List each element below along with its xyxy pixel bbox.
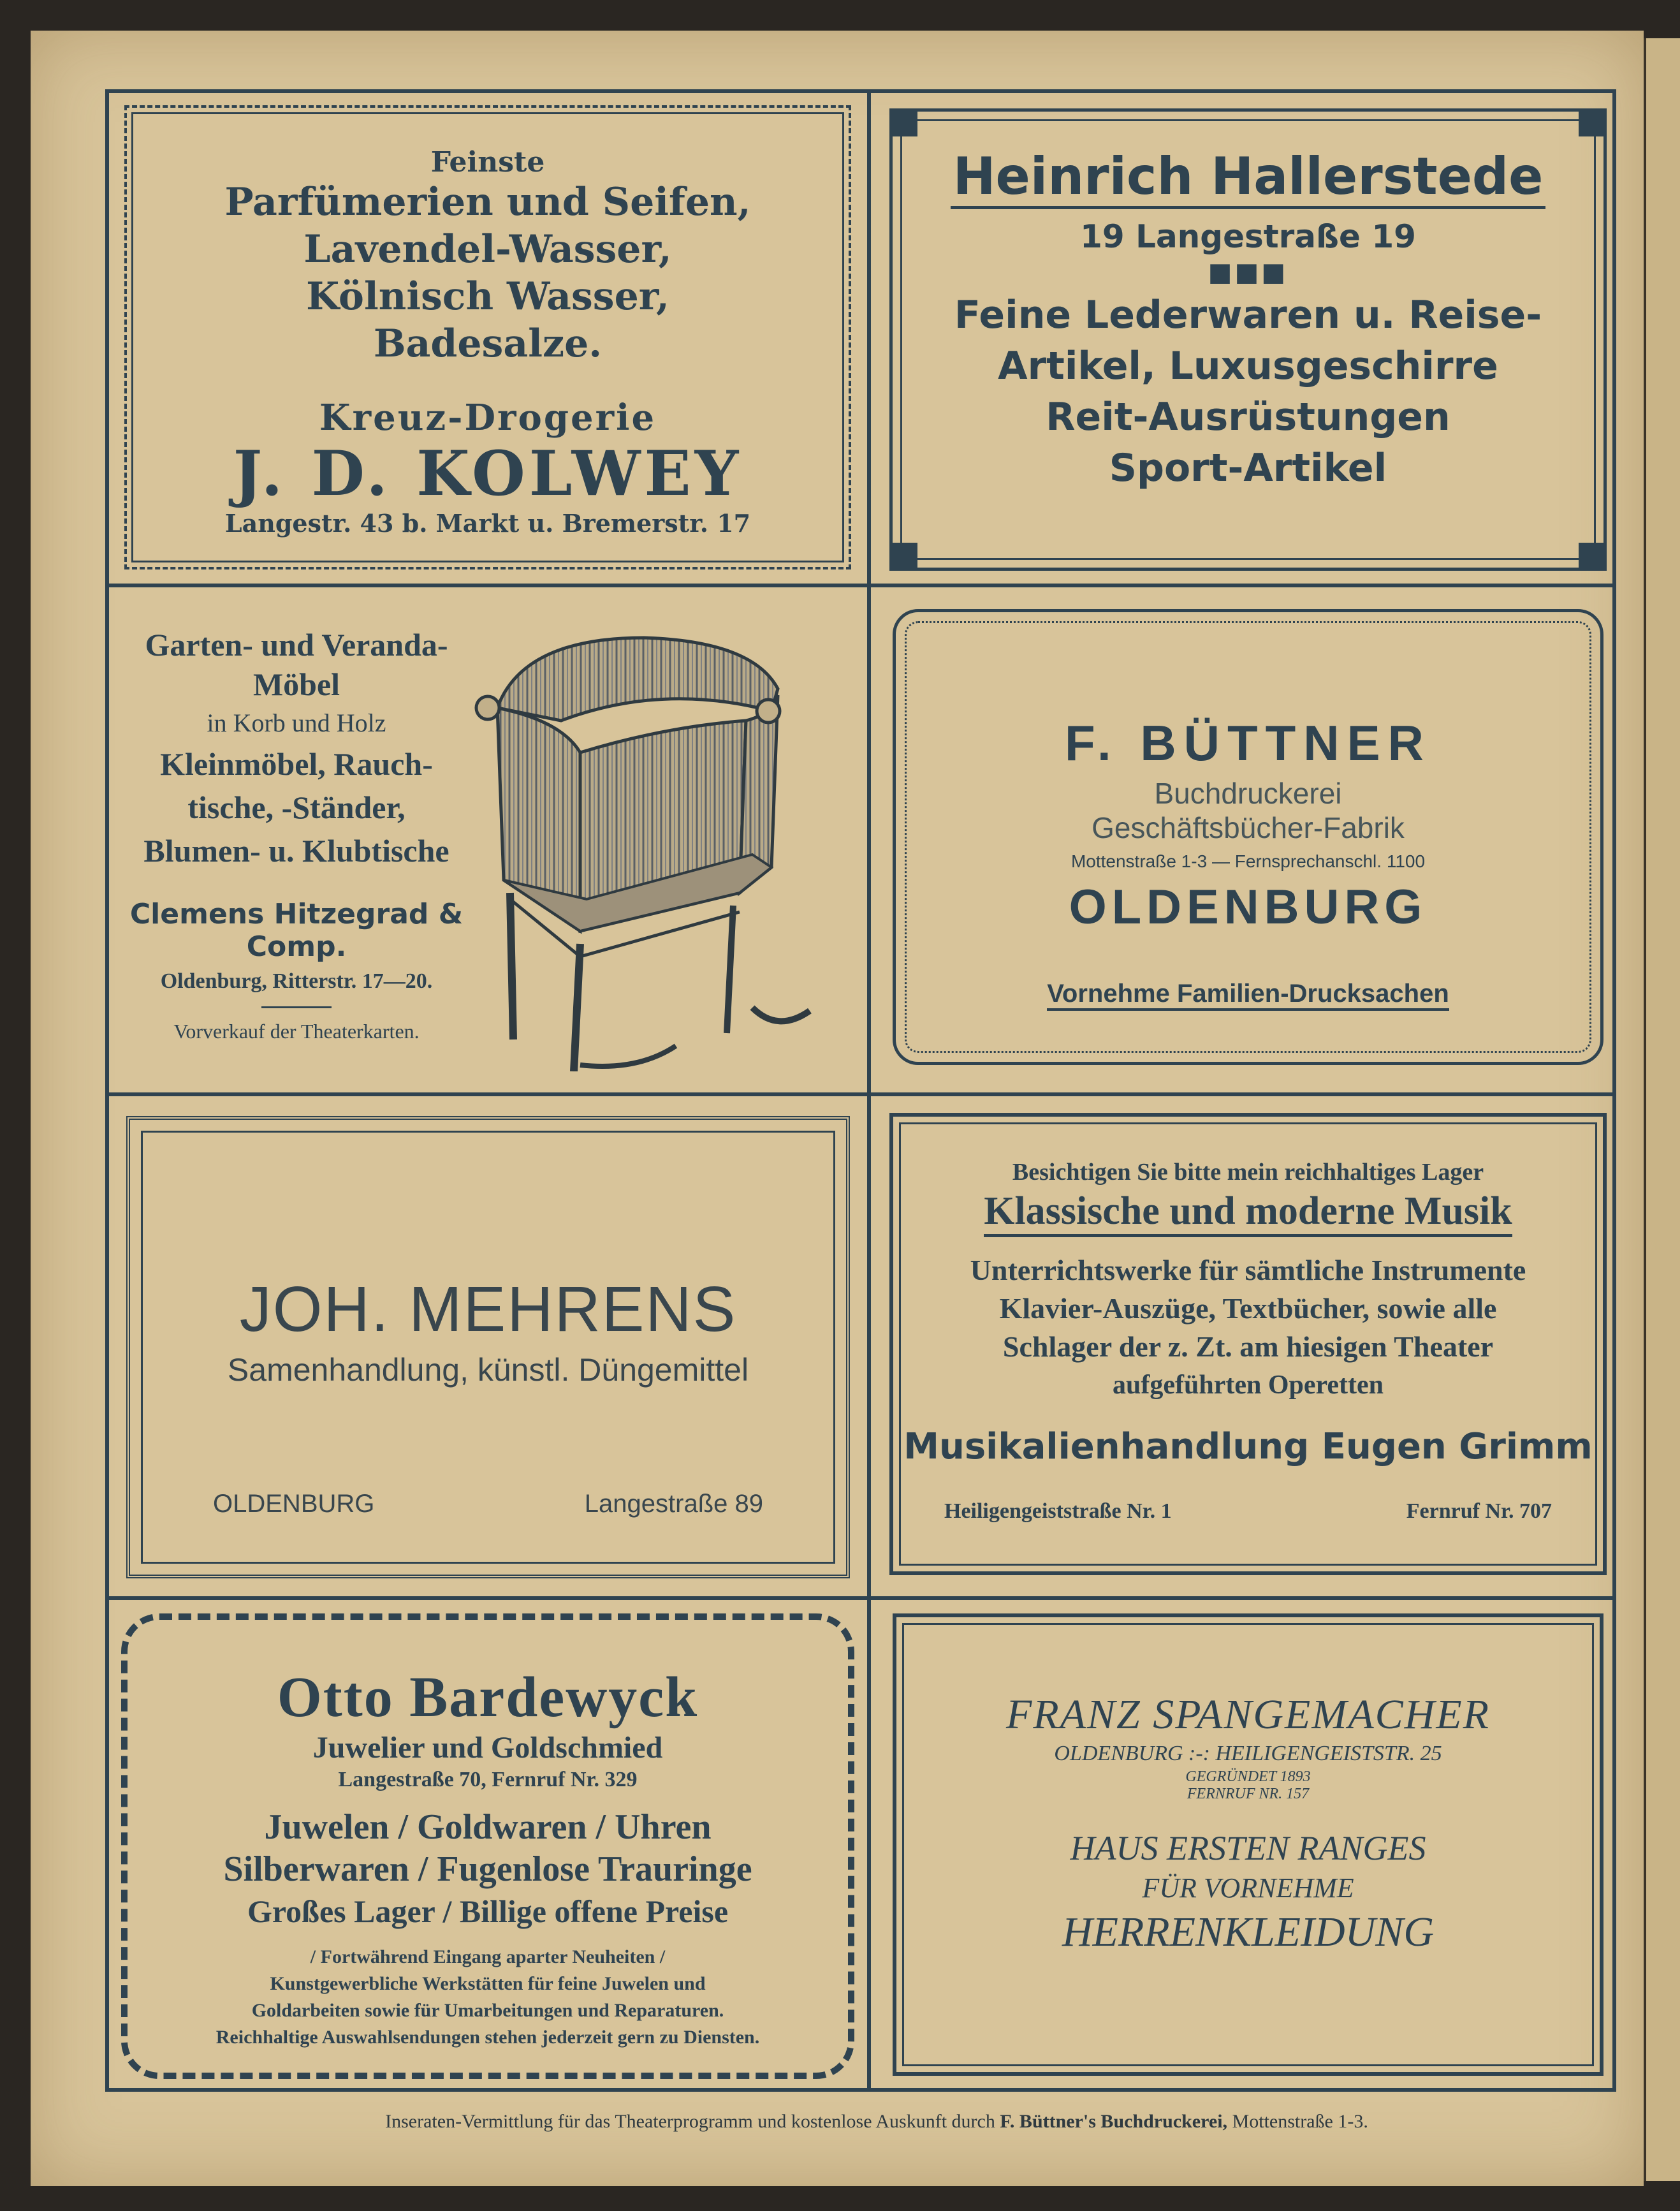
buettner-line1: Buchdruckerei [1154, 777, 1342, 810]
ad-hallerstede [889, 108, 1607, 571]
ad-hitzegrad [112, 599, 861, 1084]
grid-divider-row1 [105, 584, 1616, 587]
grimm-name: Musikalienhandlung Eugen Grimm [903, 1426, 1593, 1467]
hitzegrad-rule [261, 1006, 332, 1008]
hitzegrad-line2: Möbel [252, 666, 340, 702]
spangemacher-name: FRANZ SPANGEMACHER [1006, 1691, 1490, 1738]
ad-kolwey [124, 105, 851, 569]
hitzegrad-line1: Garten- und Veranda- [145, 627, 448, 663]
hallerstede-name: Heinrich Hallerstede [951, 147, 1546, 209]
hallerstede-line4: Sport-Artikel [1109, 446, 1387, 490]
ad-buettner [893, 609, 1603, 1065]
corner-ornament [891, 110, 917, 136]
hitzegrad-address: Oldenburg, Ritterstr. 17—20. [160, 969, 433, 993]
grimm-address: Heiligengeiststraße Nr. 1 [944, 1499, 1172, 1523]
footer-credit [191, 2111, 1562, 2133]
grid-divider-vertical [867, 89, 871, 2092]
buettner-phone: Fernsprechanschl. 1100 [1234, 851, 1426, 871]
hallerstede-separator: ■■■ [1208, 258, 1289, 287]
grimm-phone: Fernruf Nr. 707 [1406, 1499, 1552, 1523]
bardewyck-line2: Silberwaren / Fugenlose Trauringe [223, 1849, 752, 1889]
corner-ornament [891, 543, 917, 569]
buettner-slogan: Vornehme Familien-Drucksachen [1047, 980, 1449, 1011]
buettner-city: OLDENBURG [1069, 880, 1428, 934]
hallerstede-line2: Artikel, Luxusgeschirre [998, 344, 1498, 388]
buettner-line2: Geschäftsbücher-Fabrik [1092, 811, 1405, 844]
grimm-line2: Klavier-Auszüge, Textbücher, sowie alle [999, 1292, 1497, 1325]
spangemacher-phone: FERNRUF NR. 157 [1187, 1786, 1310, 1802]
grid-divider-row3 [105, 1596, 1616, 1600]
hitzegrad-name: Clemens Hitzegrad & Comp. [129, 898, 464, 963]
ad-spangemacher [893, 1613, 1603, 2076]
grimm-line4: aufgeführten Operetten [1113, 1370, 1384, 1400]
kolwey-line3: Lavendel-Wasser, [303, 227, 672, 272]
hallerstede-line3: Reit-Ausrüstungen [1046, 395, 1450, 439]
hitzegrad-line6: Blumen- u. Klubtische [143, 833, 449, 869]
ad-bardewyck [121, 1613, 854, 2079]
kolwey-address: Langestr. 43 b. Markt u. Bremerstr. 17 [224, 509, 751, 538]
ad-grimm [889, 1113, 1607, 1575]
bardewyck-line1: Juwelen / Goldwaren / Uhren [264, 1807, 712, 1847]
grimm-headline: Klassische und moderne Musik [984, 1189, 1512, 1237]
bardewyck-line7: Reichhaltige Auswahlsendungen stehen jederzeit gern zu Diensten. [215, 2027, 760, 2048]
footer-firm: F. Büttner's Buchdruckerei, [1000, 2111, 1228, 2132]
spangemacher-line2: FÜR VORNEHME [1142, 1872, 1354, 1904]
corner-ornament [1579, 543, 1605, 569]
kolwey-shop: Kreuz-Drogerie [319, 397, 657, 439]
bardewyck-line5: Kunstgewerbliche Werkstätten für feine Juwelen und [270, 1973, 706, 1994]
mehrens-name: JOH. MEHRENS [239, 1274, 737, 1345]
mehrens-city: OLDENBURG [213, 1490, 375, 1518]
mehrens-line1: Samenhandlung, künstl. Düngemittel [227, 1352, 749, 1388]
grimm-line3: Schlager der z. Zt. am hiesigen Theater [1002, 1330, 1494, 1363]
hitzegrad-line3: in Korb und Holz [207, 709, 386, 737]
kolwey-name: J. D. KOLWEY [233, 437, 743, 510]
hitzegrad-line5: tische, -Ständer, [187, 790, 405, 825]
grimm-intro: Besichtigen Sie bitte mein reichhaltiges Lager [1012, 1159, 1484, 1186]
hitzegrad-line4: Kleinmöbel, Rauch- [160, 746, 433, 782]
bardewyck-line3: Großes Lager / Billige offene Preise [247, 1893, 729, 1929]
ad-mehrens [126, 1116, 850, 1578]
spangemacher-founded: GEGRÜNDET 1893 [1185, 1768, 1311, 1785]
kolwey-line2: Parfümerien und Seifen, [224, 180, 751, 224]
buettner-name: F. BÜTTNER [1065, 715, 1431, 771]
footer-address: Mottenstraße 1-3. [1232, 2111, 1368, 2132]
mehrens-address: Langestraße 89 [584, 1490, 763, 1518]
buettner-address: Mottenstraße 1-3 [1070, 851, 1208, 871]
spangemacher-address: OLDENBURG :-: HEILIGENGEISTSTR. 25 [1054, 1742, 1442, 1765]
hitzegrad-note: Vorverkauf der Theaterkarten. [173, 1020, 420, 1043]
grimm-line1: Unterrichtswerke für sämtliche Instrumente [970, 1254, 1526, 1286]
grid-divider-row2 [105, 1092, 1616, 1096]
wicker-chair-illustration [472, 625, 829, 1071]
kolwey-line1: Feinste [430, 146, 545, 179]
spangemacher-line3: HERRENKLEIDUNG [1062, 1909, 1434, 1955]
corner-ornament [1579, 110, 1605, 136]
hallerstede-line1: Feine Lederwaren u. Reise- [954, 293, 1542, 337]
hallerstede-address: 19 Langestraße 19 [1080, 218, 1416, 255]
bardewyck-line4: / Fortwährend Eingang aparter Neuheiten / [310, 1946, 666, 1967]
kolwey-line4: Kölnisch Wasser, [306, 274, 669, 319]
kolwey-line5: Badesalze. [373, 321, 603, 366]
footer-text: Inseraten-Vermittlung für das Theaterprogramm und kostenlose Auskunft durch [385, 2111, 995, 2132]
bardewyck-name: Otto Bardewyck [277, 1666, 699, 1729]
buettner-dash: — [1211, 851, 1235, 871]
next-page-edge [1644, 38, 1680, 2181]
spangemacher-line1: HAUS ERSTEN RANGES [1070, 1829, 1426, 1867]
bardewyck-address: Langestraße 70, Fernruf Nr. 329 [338, 1768, 638, 1791]
bardewyck-line6: Goldarbeiten sowie für Umarbeitungen und Reparaturen. [251, 2000, 724, 2021]
bardewyck-trade: Juwelier und Goldschmied [312, 1731, 663, 1765]
